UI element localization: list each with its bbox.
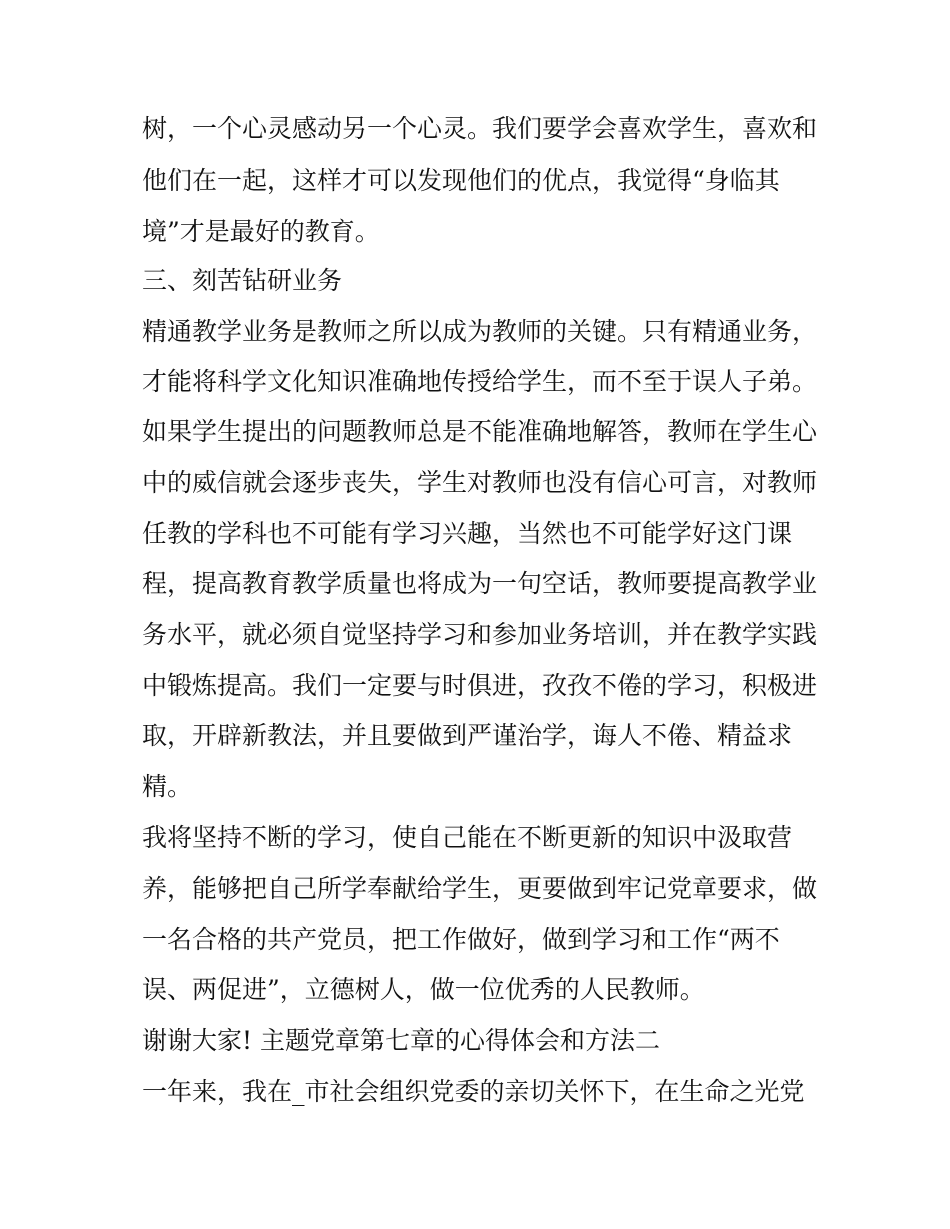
paragraph-line: 我将坚持不断的学习，使自己能在不断更新的知识中汲取营 bbox=[142, 823, 793, 852]
paragraph-line: 程，提高教育教学质量也将成为一句空话，教师要提高教学业 bbox=[142, 569, 818, 598]
paragraph-line: 养，能够把自己所学奉献给学生，更要做到牢记党章要求，做 bbox=[142, 874, 818, 903]
paragraph-line: 务水平，就必须自觉坚持学习和参加业务培训，并在教学实践 bbox=[142, 620, 818, 649]
paragraph-line: 取，开辟新教法，并且要做到严谨治学，诲人不倦、精益求 bbox=[142, 721, 793, 750]
paragraph-line: 境”才是最好的教育。 bbox=[142, 217, 380, 246]
paragraph-line: 中的威信就会逐步丧失，学生对教师也没有信心可言，对教师 bbox=[142, 468, 818, 497]
paragraph-line: 一名合格的共产党员，把工作做好，做到学习和工作“两不 bbox=[142, 925, 780, 954]
section-heading: 三、刻苦钻研业务 bbox=[142, 266, 343, 295]
paragraph-line: 他们在一起，这样才可以发现他们的优点，我觉得“身临其 bbox=[142, 166, 780, 195]
paragraph-line: 任教的学科也不可能有学习兴趣，当然也不可能学好这门课 bbox=[142, 519, 793, 548]
paragraph-line: 精。 bbox=[142, 772, 193, 801]
paragraph-line: 如果学生提出的问题教师总是不能准确地解答，教师在学生心 bbox=[142, 417, 818, 446]
paragraph-line: 才能将科学文化知识准确地传授给学生，而不至于误人子弟。 bbox=[142, 367, 818, 396]
paragraph-line: 树，一个心灵感动另一个心灵。我们要学会喜欢学生，喜欢和 bbox=[142, 114, 818, 143]
paragraph-line: 中锻炼提高。我们一定要与时俱进，孜孜不倦的学习，积极进 bbox=[142, 671, 818, 700]
paragraph-line: 误、两促进”，立德树人，做一位优秀的人民教师。 bbox=[142, 975, 705, 1004]
paragraph-line: 精通教学业务是教师之所以成为教师的关键。只有精通业务， bbox=[142, 317, 818, 346]
paragraph-line: 一年来，我在_市社会组织党委的亲切关怀下，在生命之光党 bbox=[142, 1077, 805, 1106]
section-heading: 谢谢大家! 主题党章第七章的心得体会和方法二 bbox=[142, 1026, 660, 1055]
